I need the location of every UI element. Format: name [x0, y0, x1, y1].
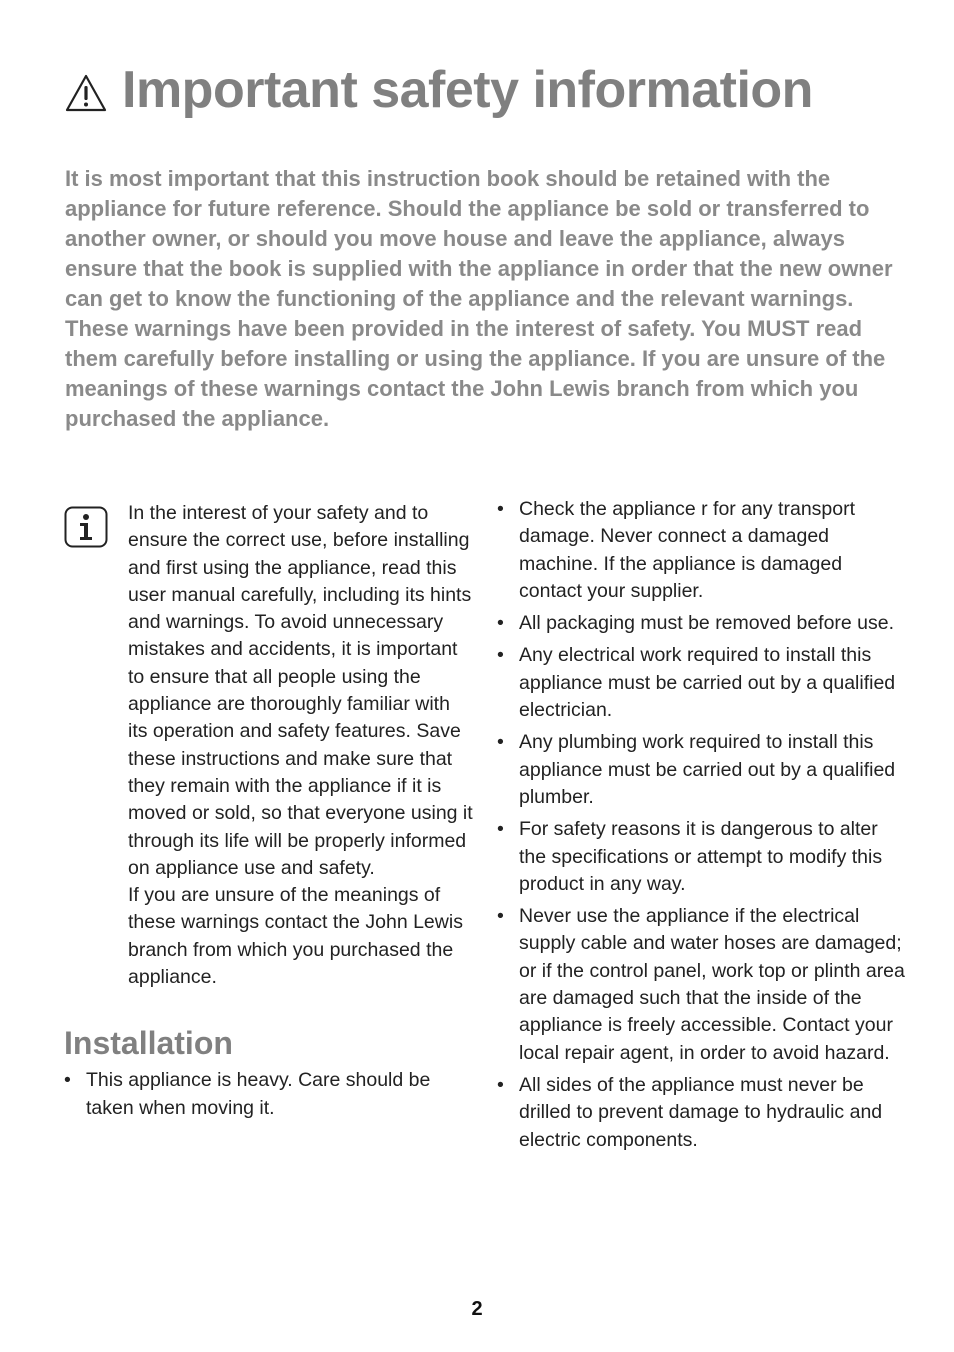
list-item	[497, 610, 907, 637]
bullet-glyph: •	[497, 818, 504, 841]
list-item-text: For safety reasons it is dangerous to alter the specifications or attempt to modify this product in any way.	[519, 818, 883, 895]
bullet-glyph: •	[497, 498, 504, 520]
list-item-text: All sides of the appliance must never be drilled to prevent damage to hydraulic and electric components.	[519, 1073, 883, 1151]
list-item-text: Any plumbing work required to install this appliance must be carried out by a qualified plumber.	[519, 731, 896, 808]
list-item	[497, 903, 907, 1067]
list-item	[497, 1072, 907, 1154]
installation-list	[64, 1067, 474, 1122]
warning-triangle-icon	[64, 73, 108, 113]
list-item-text: Never use the appliance if the electrical supply cable and water hoses are damaged; or if the control panel, work top or plinth area are damaged such that the inside of the appliance is freely accessible. Contact your local repair agent, in order to avoid hazard.	[519, 905, 905, 1064]
list-item-text: Check the appliance r for any transport damage. Never connect a damaged machine. If the appliance is damaged contact your supplier.	[519, 498, 856, 602]
page-title: Important safety information	[122, 61, 813, 119]
bullet-glyph: •	[497, 905, 504, 928]
intro-warning	[65, 164, 910, 434]
list-item-text: All packaging must be removed before use.	[519, 612, 895, 635]
list-item	[497, 816, 907, 898]
bullet-glyph: •	[497, 731, 504, 754]
right-column	[497, 496, 907, 1159]
bullet-glyph: •	[64, 1069, 71, 1092]
list-item	[497, 729, 907, 811]
info-note-text	[128, 500, 473, 991]
page-title-block	[64, 62, 813, 119]
info-paragraph: If you are unsure of the meanings of these warnings contact the John Lewis branch from which you purchased the appliance.	[128, 884, 463, 989]
intro-paragraph: It is most important that this instruction book should be retained with the appliance for future reference. Should the appliance be sold or transferred to another owner, or should you move house and leave the appliance, always ensure that the book is supplied with the appliance in order that the new owner can get to know the functioning of the appliance and the relevant warnings.	[65, 166, 893, 311]
bullet-glyph: •	[497, 644, 504, 667]
list-item-text: This appliance is heavy. Care should be taken when moving it.	[86, 1069, 431, 1119]
list-item	[64, 1067, 474, 1122]
safety-list	[497, 496, 907, 1154]
list-item	[497, 496, 907, 605]
info-note	[64, 500, 474, 991]
info-paragraph: In the interest of your safety and to ensure the correct use, before installing and first using the appliance, read this user manual carefully, including its hints and warnings. To avoid unnecessary mistakes and accidents, it is important to ensure that all people using the appliance are thoroughly familiar with its operation and safety features. Save these instructions and make sure that they remain with the appliance if it is moved or sold, so that everyone using it through its life will be properly informed on appliance use and safety.	[128, 502, 473, 879]
info-icon	[64, 506, 108, 548]
installation-heading: Installation	[64, 1025, 233, 1062]
bullet-glyph: •	[497, 612, 504, 635]
intro-paragraph: These warnings have been provided in the interest of safety. You MUST read them carefully before installing or using the appliance. If you are unsure of the meanings of these warnings contact the John Lewis branch from which you purchased the appliance.	[65, 316, 886, 431]
list-item-text: Any electrical work required to install this appliance must be carried out by a qualified electrician.	[519, 644, 896, 722]
left-column	[64, 500, 474, 1122]
page-number: 2	[471, 1298, 483, 1320]
list-item	[497, 642, 907, 724]
bullet-glyph: •	[497, 1073, 504, 1096]
